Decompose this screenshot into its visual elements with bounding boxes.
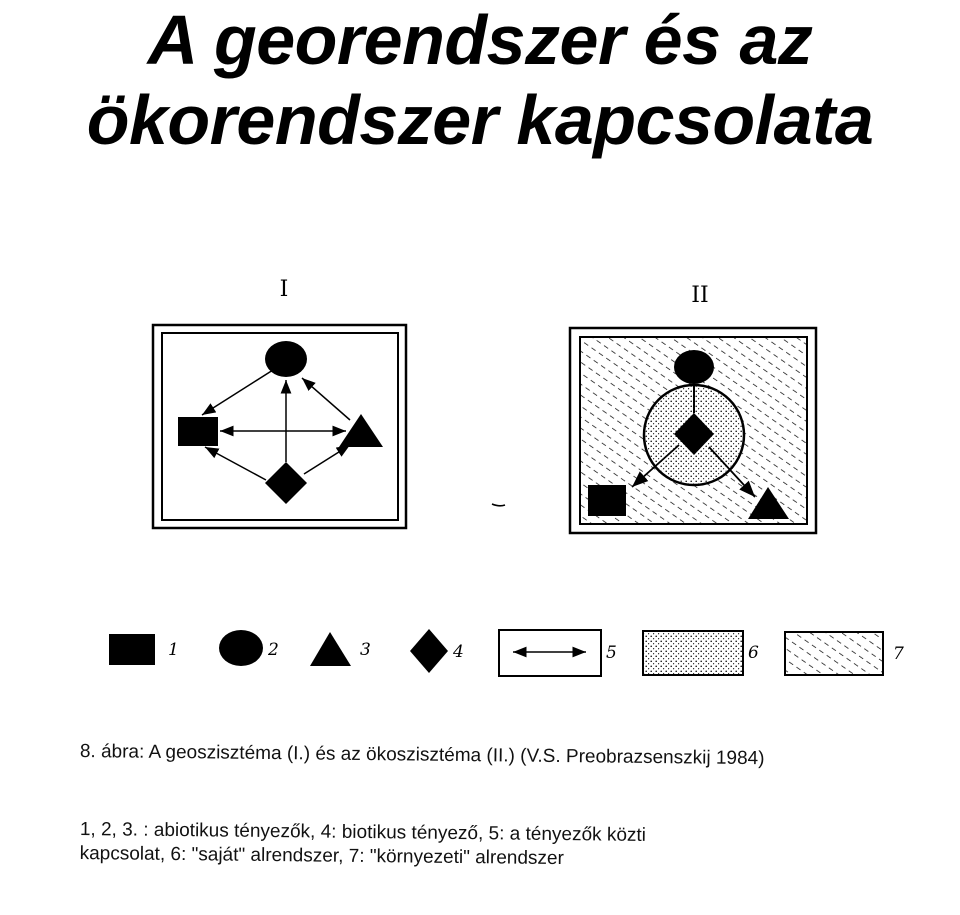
legend-diamond-symbol	[410, 629, 448, 673]
legend	[109, 629, 904, 676]
legend-explanation-line-1: 1, 2, 3. : abiotikus tényezők, 4: biotikus tényező, 5: a tényezők közti	[79, 818, 647, 846]
legend-number: 3	[360, 640, 371, 660]
panel-label-II: II	[691, 283, 709, 308]
abiotic-factor-circle	[265, 341, 307, 377]
slide-title-line-1: A georendszer és az	[147, 1, 813, 79]
panel-label-I: I	[279, 277, 289, 302]
figure-label: 8. ábra:	[79, 740, 145, 763]
legend-hatched-area-symbol	[785, 632, 883, 675]
relation-arrow	[202, 370, 273, 415]
legend-number: 2	[268, 640, 279, 660]
legend-circle-symbol	[219, 630, 263, 666]
legend-triangle-symbol	[310, 632, 351, 666]
legend-number: 1	[168, 640, 179, 660]
abiotic-factor-square	[178, 417, 218, 446]
legend-explanation	[79, 818, 939, 875]
legend-number: 6	[748, 643, 759, 663]
panel-ecosystem	[570, 283, 816, 533]
figure-description: A geoszisztéma (I.) és az ökoszisztéma (II.) (V.S. Preobrazsenszkij 1984)	[148, 741, 765, 770]
abiotic-factor-circle	[674, 350, 714, 384]
scan-speck	[492, 504, 505, 506]
slide-title-line-2: ökorendszer kapcsolata	[86, 81, 874, 159]
abiotic-factor-square	[588, 485, 626, 516]
relation-arrow	[205, 447, 266, 480]
legend-square-symbol	[109, 634, 155, 665]
legend-relation-symbol	[499, 630, 601, 676]
legend-explanation-line-2: kapcsolat, 6: "saját" alrendszer, 7: "környezeti" alrendszer	[79, 842, 564, 870]
panel-geosystem	[153, 277, 406, 528]
relation-arrow	[304, 445, 350, 474]
legend-dotted-area-symbol	[643, 631, 743, 675]
legend-number: 7	[893, 644, 904, 664]
relation-arrow	[302, 378, 350, 420]
legend-number: 5	[606, 643, 617, 663]
biotic-factor-diamond	[265, 462, 307, 504]
legend-number: 4	[453, 642, 464, 662]
